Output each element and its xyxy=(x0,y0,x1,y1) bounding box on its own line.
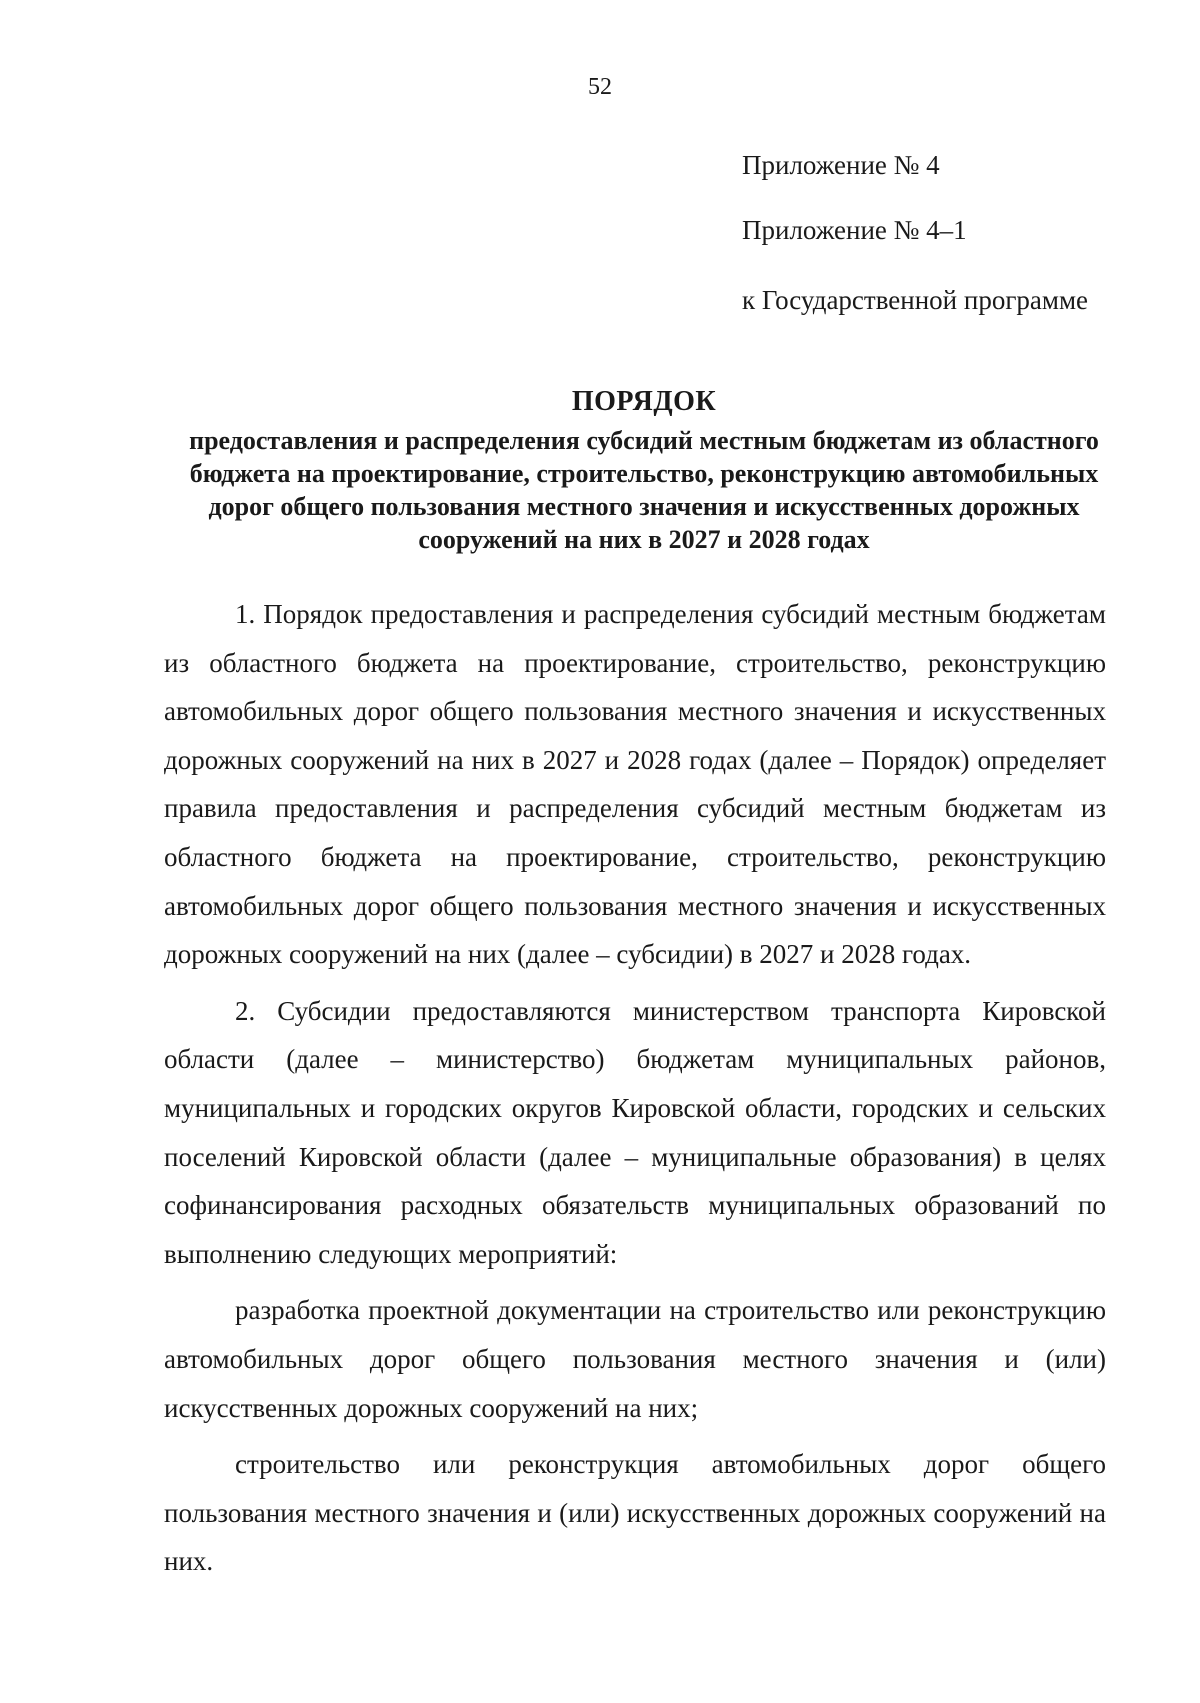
document-body xyxy=(164,590,1106,1594)
paragraph-2: 2. Субсидии предоставляются министерством транспорта Кировской области (далее – министерство) бюджетам муниципальных районов, муниципальных и городских округов Кировской области, городских и сельских поселений Кировской области (далее – муниципальные образования) в целях софинансирования расходных обязательств муниципальных образований по выполнению следующих мероприятий: xyxy=(164,995,1106,1269)
paragraph-3: разработка проектной документации на строительство или реконструкцию автомобильных дорог общего пользования местного значения и (или) искусственных дорожных сооружений на них; xyxy=(164,1295,1106,1423)
appendix-subnumber: Приложение № 4–1 xyxy=(742,215,967,245)
document-title: ПОРЯДОК xyxy=(571,386,717,417)
appendix-number: Приложение № 4 xyxy=(742,150,940,180)
document-subtitle: предоставления и распределения субсидий местным бюджетам из областного бюджета на проектирование, строительство, реконструкцию автомобильных дорог общего пользования местного значения и искусственных дорожных сооружений на них в 2027 и 2028 годах xyxy=(189,426,1099,554)
paragraph-1: 1. Порядок предоставления и распределения субсидий местным бюджетам из областного бюджета на проектирование, строительство, реконструкцию автомобильных дорог общего пользования местного значения и искусственных дорожных сооружений на них в 2027 и 2028 годах (далее – Порядок) определяет правила предоставления и распределения субсидий местным бюджетам из областного бюджета на проектирование, строительство, реконструкцию автомобильных дорог общего пользования местного значения и искусственных дорожных сооружений на них (далее – субсидии) в 2027 и 2028 годах. xyxy=(164,599,1106,970)
paragraph-4: строительство или реконструкция автомобильных дорог общего пользования местного значения и (или) искусственных дорожных сооружений на них. xyxy=(164,1449,1106,1577)
page-number: 52 xyxy=(588,74,612,100)
appendix-reference: к Государственной программе xyxy=(742,285,1089,315)
